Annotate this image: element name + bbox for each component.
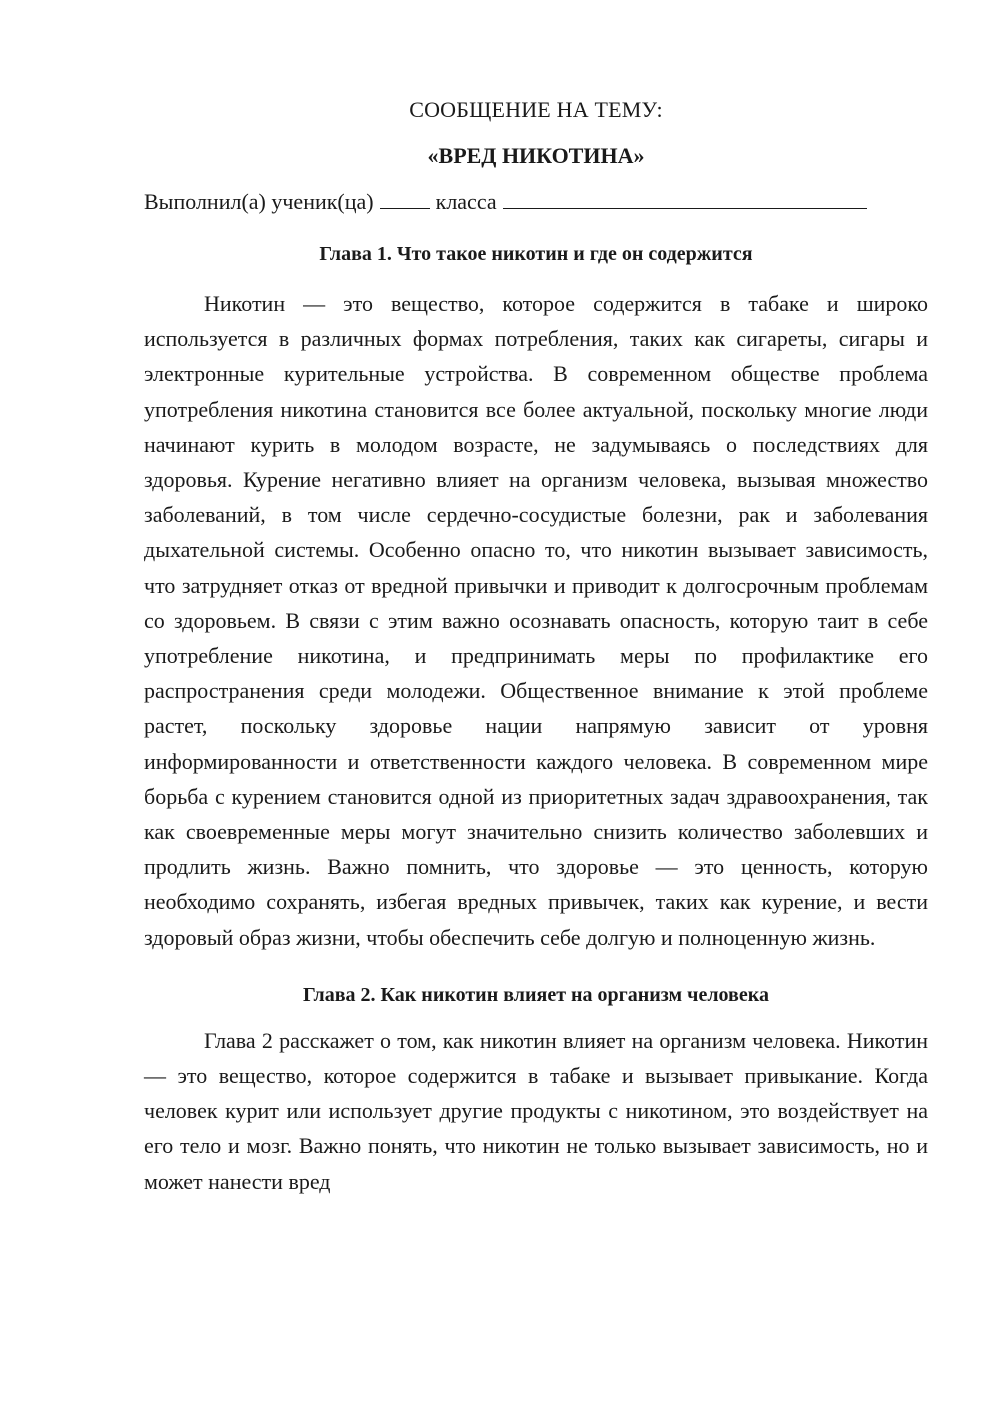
grade-blank xyxy=(380,188,430,209)
author-prefix: Выполнил(а) ученик(ца) xyxy=(144,189,374,214)
author-class-label: класса xyxy=(435,189,497,214)
chapter-1-paragraph: Никотин — это вещество, которое содержится в табаке и широко используется в различных формах потребления, таких как сигареты, сигары и электронные курительные устройства. В современном обществе проблема употребления никотина становится все более актуальной, поскольку многие люди начинают курить в молодом возрасте, не задумываясь о последствиях для здоровья. Курение негативно влияет на организм человека, вызывая множество заболеваний, в том числе сердечно-сосудистые болезни, рак и заболевания дыхательной системы. Особенно опасно то, что никотин вызывает зависимость, что затрудняет отказ от вредной привычки и приводит к долгосрочным проблемам со здоровьем. В связи с этим важно осознавать опасность, которую таит в себе употребление никотина, и предпринимать меры по профилактике его распространения среди молодежи. Общественное внимание к этой проблеме растет, поскольку здоровье нации напрямую зависит от уровня информированности и ответственности каждого человека. В современном мире борьба с курением становится одной из приоритетных задач здравоохранения, так как своевременные меры могут значительно снизить количество заболевших и продлить жизнь. Важно помнить, что здоровье — это ценность, которую необходимо сохранять, избегая вредных привычек, таких как курение, и вести здоровый образ жизни, чтобы обеспечить себе долгую и полноценную жизнь. xyxy=(144,291,928,950)
document-title: «ВРЕД НИКОТИНА» xyxy=(427,143,645,168)
chapter-2-heading: Глава 2. Как никотин влияет на организм человека xyxy=(303,983,769,1006)
document-page xyxy=(144,96,928,1199)
document-title-topic: СООБЩЕНИЕ НА ТЕМУ: xyxy=(409,97,663,122)
author-line xyxy=(144,188,928,216)
name-blank xyxy=(503,188,867,209)
chapter-2-paragraph: Глава 2 расскажет о том, как никотин влияет на организм человека. Никотин — это вещество, которое содержится в табаке и вызывает привыкание. Когда человек курит или использует другие продукты с никотином, это воздействует на его тело и мозг. Важно понять, что никотин не только вызывает зависимость, но и может нанести вред xyxy=(144,1027,928,1194)
chapter-1-heading: Глава 1. Что такое никотин и где он содержится xyxy=(319,243,753,265)
